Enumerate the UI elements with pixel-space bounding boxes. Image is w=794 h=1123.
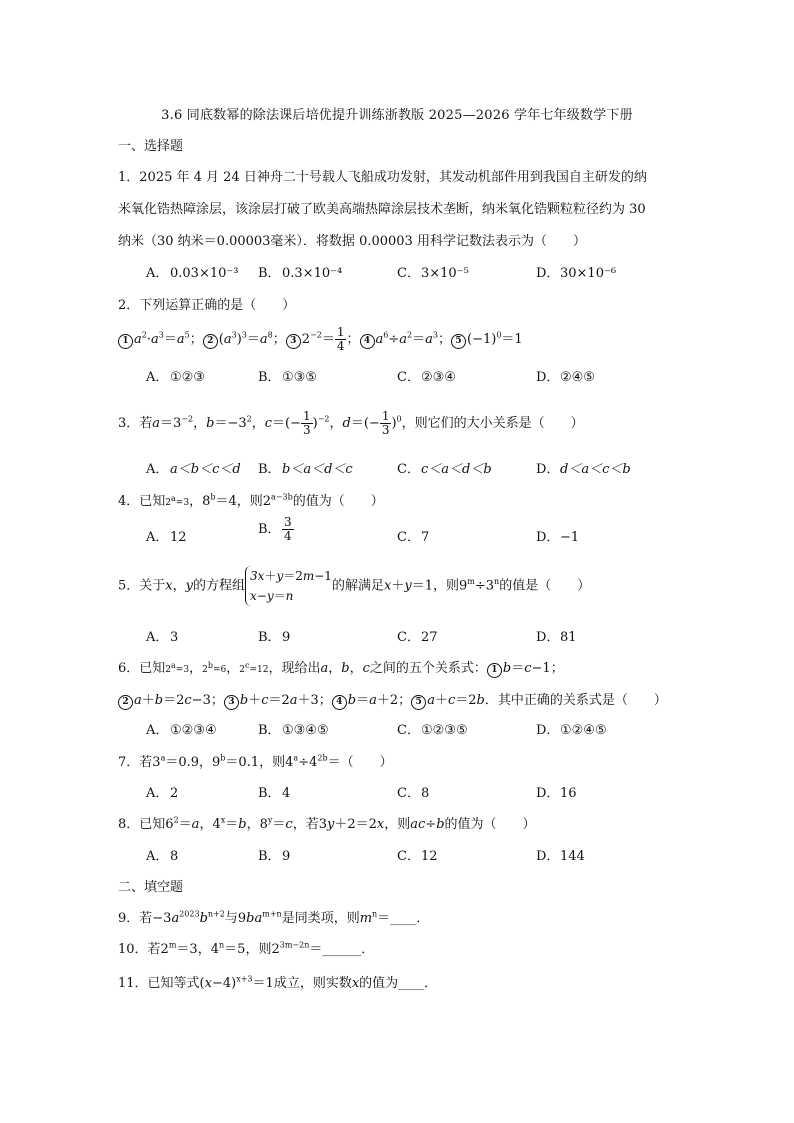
q1-line1: 1．2025 年 4 月 24 日神舟二十号载人飞船成功发射，其发动机部件用到我国自主研发的纳 — [118, 170, 647, 185]
q1-option-c: C．3×10⁻⁵ — [397, 266, 469, 281]
q8-option-c: C．12 — [397, 849, 438, 864]
q8-option-d: D．144 — [536, 849, 585, 864]
q5-stem: 5．关于x，y的方程组3x＋y＝2m−1 x−y＝n的解满足x＋y＝1，则$9^m\div 3^n$的值是（ ） — [118, 566, 590, 606]
q6-option-b: B．①③④⑤ — [258, 723, 329, 738]
q1-option-b: B．0.3×10⁻⁴ — [258, 266, 343, 281]
q7-option-d: D．16 — [536, 786, 577, 801]
q4-option-c: C．7 — [397, 530, 430, 545]
q11-stem: 11．已知等式$(x-4)^{x+3}=1$成立，则实数x的值为____． — [118, 974, 438, 991]
q4-option-b: B． $\frac{3}{4}$ — [258, 515, 292, 543]
q8-option-b: B．9 — [258, 849, 291, 864]
q2-stem: 2．下列运算正确的是（ ） — [118, 298, 296, 313]
q3-option-a: A． a＜b＜c＜d — [146, 462, 241, 477]
q4-option-d: D．−1 — [536, 530, 580, 545]
q4-stem: 4．已知$2^a=3$，$8^b=4$，则$2^{a-3b}$的值为（ ） — [118, 492, 384, 509]
q7-option-a: A． 2 — [146, 786, 179, 801]
section-fill-heading: 二、填空题 — [118, 880, 184, 895]
q2-option-c: C．②③④ — [397, 370, 456, 385]
q1-option-d: D．30×10⁻⁶ — [536, 266, 617, 281]
q3-option-b: B．b＜a＜d＜c — [258, 462, 353, 477]
q2-expressions: 1 $a^2\cdot a^3=a^5$； 2 $(a^3)^3=a^8$； 3 $2^{-2}=$ $\frac{1}{4}$ ； 4 $a^6\div a^2=a^3$； 5 $(-1)^0=1$ — [118, 326, 523, 353]
q1-option-a: A． 0.03×10⁻³ — [146, 266, 239, 281]
q8-stem: 8．已知$6^2=a$，$4^x=b$，$8^y=c$，若3y＋2＝2x，则ac÷b的值为（ ） — [118, 815, 536, 832]
q2-option-a: A． ①②③ — [146, 370, 205, 385]
q3-option-d: D．d＜a＜c＜b — [536, 462, 631, 477]
q5-option-d: D．81 — [536, 630, 577, 645]
q1-line3: 纳米（30 纳米＝0.00003毫米）．将数据 0.00003 用科学记数法表示为（ ） — [118, 234, 586, 249]
q3-option-c: C．c＜a＜d＜b — [397, 462, 492, 477]
q7-option-b: B．4 — [258, 786, 291, 801]
q6-line1: 6．已知$2^a=3$，$2^b=6$，$2^c=12$，现给出a，b，c之间的五个关系式： 1 b＝c−1； — [118, 661, 564, 676]
q5-option-a: A． 3 — [146, 630, 179, 645]
q6-option-c: C．①②③⑤ — [397, 723, 468, 738]
q2-option-b: B．①③⑤ — [258, 370, 317, 385]
q9-stem: 9．若$-3a^{2023}b^{n+2}$与$9ba^{m+n}$是同类项，则$m^n=\_\_\_\_$． — [118, 909, 430, 926]
q2-option-d: D．②④⑤ — [536, 370, 595, 385]
q7-stem: 7．若$3^a=0.9$，$9^b=0.1$，则$4^a\div 4^{2b}=$（ ） — [118, 753, 393, 770]
section-choice-heading: 一、选择题 — [118, 139, 184, 154]
page-title: 3.6 同底数幂的除法课后培优提升训练浙教版 2025—2026 学年七年级数学下册 — [161, 108, 633, 123]
q10-stem: 10．若$2^m=3$，$4^n=5$，则$2^{3m-2n}=\_\_\_\_\_\_$． — [118, 940, 375, 957]
q6-option-d: D．①②④⑤ — [536, 723, 607, 738]
q5-option-b: B．9 — [258, 630, 291, 645]
q5-option-c: C．27 — [397, 630, 438, 645]
q6-line2: 2 a＋b＝2c−3； 3 b＋c＝2a＋3； 4 b＝a＋2； 5 a＋c＝2b．其中正确的关系式是（ ） — [118, 689, 667, 710]
q6-option-a: A． ①②③④ — [146, 723, 217, 738]
q3-stem: 3．若$a=3^{-2}$，$b=-3^2$，c＝(− $\frac{1}{3}$ )$^{-2}$，d＝(− $\frac{1}{3}$ )$^0$，则它们的大小关系是（ ） — [118, 409, 584, 437]
q1-line2: 米氧化锆热障涂层，该涂层打破了欧美高端热障涂层技术垄断，纳米氧化锆颗粒粒径约为 30 — [118, 202, 646, 217]
q4-option-a: A． 12 — [146, 530, 187, 545]
q8-option-a: A． 8 — [146, 849, 179, 864]
q7-option-c: C．8 — [397, 786, 430, 801]
